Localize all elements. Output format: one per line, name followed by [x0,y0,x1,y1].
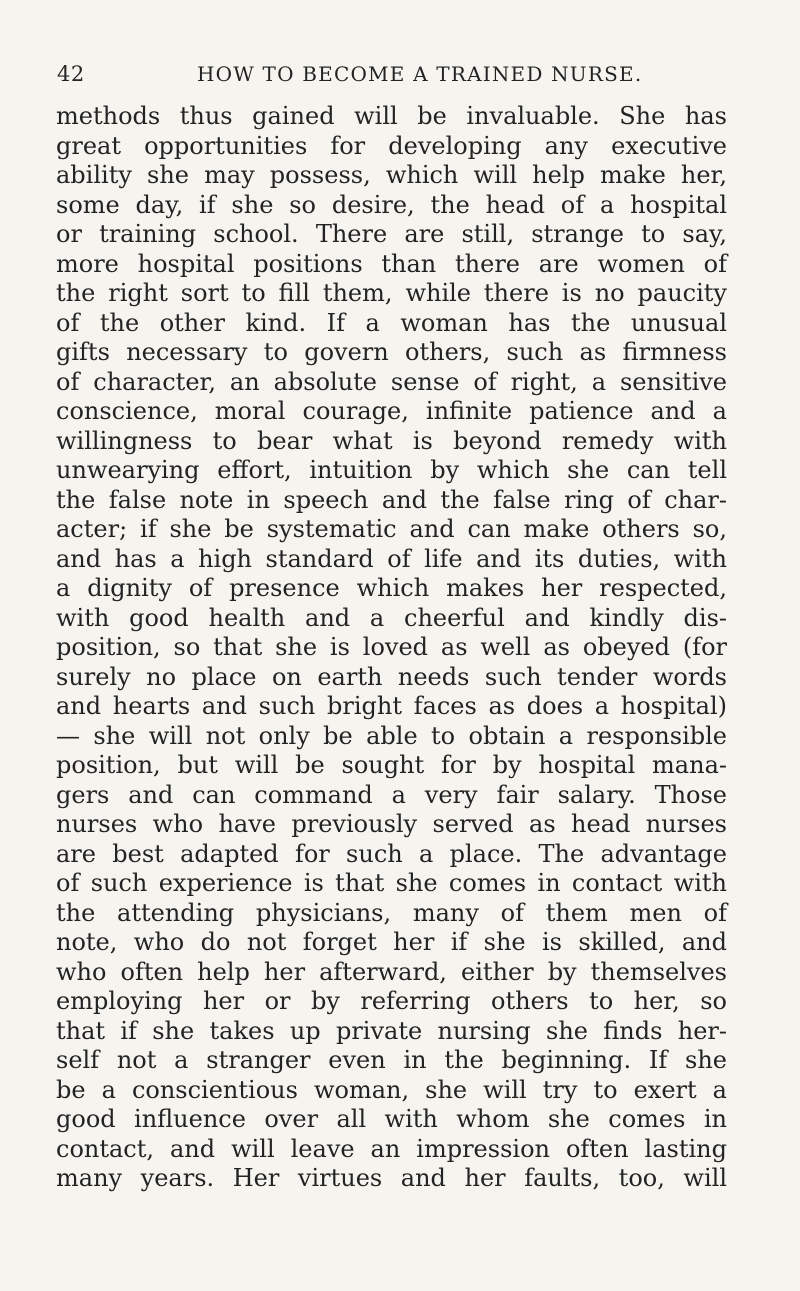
text-line: a dignity of presence which makes her respected, [56,574,727,602]
page-header [57,54,737,94]
text-line: — she will not only be able to obtain a responsible [56,721,727,750]
text-line: self not a stranger even in the beginning. If she [56,1046,727,1074]
text-line: nurses who have previously served as head nurses [56,810,727,838]
text-line: that if she takes up private nursing she finds her- [56,1016,727,1045]
text-line: of such experience is that she comes in contact with [56,869,727,897]
text-line: note, who do not forget her if she is skilled, and [56,928,727,956]
text-line: be a conscientious woman, she will try to exert a [56,1075,727,1104]
text-line: gers and can command a very fair salary. Those [56,780,727,809]
text-line: great opportunities for developing any executive [56,131,727,160]
text-line: with good health and a cheerful and kindly dis- [56,603,727,632]
text-line: the right sort to fill them, while there is no paucity [56,279,727,307]
page-number: 42 [57,62,85,86]
text-line: surely no place on earth needs such tender words [56,662,727,691]
text-line: of character, an absolute sense of right, a sensitive [56,367,727,396]
text-line: the false note in speech and the false ring of char- [56,485,727,514]
text-line: contact, and will leave an impression often lasting [56,1134,727,1163]
body-text [56,102,727,1194]
text-line: conscience, moral courage, infinite patience and a [56,397,727,425]
text-line: are best adapted for such a place. The advantage [56,839,727,868]
text-line: the attending physicians, many of them men of [56,898,727,927]
text-line: willingness to bear what is beyond remedy with [56,426,727,455]
text-line: many years. Her virtues and her faults, too, will [56,1164,727,1192]
text-line: of the other kind. If a woman has the unusual [56,308,727,337]
text-line: methods thus gained will be invaluable. She has [56,102,727,130]
text-line: gifts necessary to govern others, such as firmness [56,338,727,366]
text-line: position, but will be sought for by hospital mana- [56,751,727,779]
text-line: employing her or by referring others to her, so [56,987,727,1015]
text-line: more hospital positions than there are women of [56,249,727,278]
text-line: some day, if she so desire, the head of a hospital [56,190,727,219]
text-line: ability she may possess, which will help make her, [56,161,727,189]
running-head: HOW TO BECOME A TRAINED NURSE. [197,62,643,86]
text-line: or training school. There are still, strange to say, [56,220,727,248]
text-line: position, so that she is loved as well as obeyed (for [56,633,727,661]
text-line: unwearying effort, intuition by which she can tell [56,456,727,484]
text-line: and has a high standard of life and its duties, with [56,544,727,573]
text-line: who often help her afterward, either by themselves [56,957,727,986]
text-line: and hearts and such bright faces as does a hospital) [56,692,727,720]
text-line: good influence over all with whom she comes in [56,1105,727,1133]
text-line: acter; if she be systematic and can make others so, [56,515,727,543]
